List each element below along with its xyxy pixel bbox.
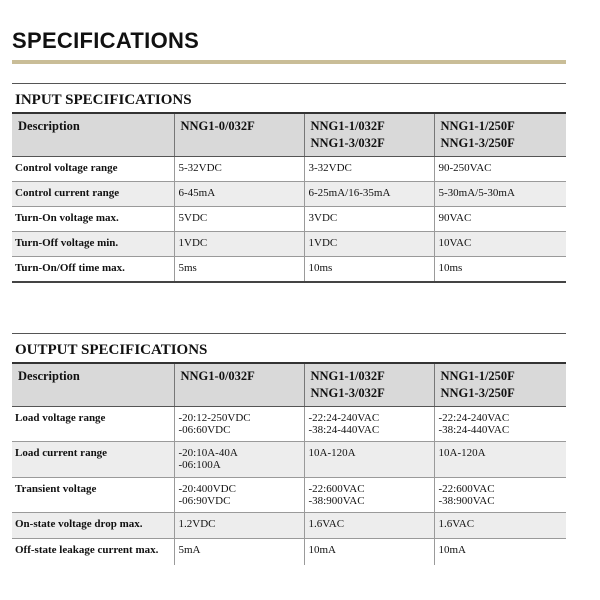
column-header: NNG1-0/032F (174, 113, 304, 157)
table-cell: 5-30mA/5-30mA (434, 182, 566, 207)
table-cell: 5-32VDC (174, 157, 304, 182)
table-cell: -22:24-240VAC -38:24-440VAC (304, 407, 434, 442)
table-cell: -22:24-240VAC -38:24-440VAC (434, 407, 566, 442)
table-cell: -20:10A-40A -06:100A (174, 442, 304, 478)
table-cell: 3VDC (304, 207, 434, 232)
column-header: NNG1-1/250F NNG1-3/250F (434, 363, 566, 407)
table-row (12, 407, 566, 442)
table-cell: 10mA (434, 539, 566, 565)
table-cell: 10A-120A (304, 442, 434, 478)
table-cell: 1.2VDC (174, 513, 304, 539)
table-row (12, 257, 566, 282)
row-label: Turn-Off voltage min. (12, 232, 174, 257)
column-header: Description (12, 363, 174, 407)
row-label: Off-state leakage current max. (15, 544, 159, 556)
table-cell: 1.6VAC (304, 513, 434, 539)
table-row (12, 207, 566, 232)
output-spec-table (12, 362, 566, 565)
table-cell: -22:600VAC -38:900VAC (304, 478, 434, 513)
output-specifications-section (12, 333, 566, 565)
table-cell: -20:12-250VDC -06:60VDC (174, 407, 304, 442)
row-label: On-state voltage drop max. (12, 513, 174, 539)
column-header: Description (12, 113, 174, 157)
table-cell: 3-32VDC (304, 157, 434, 182)
table-cell: 5mA (174, 539, 304, 565)
table-cell: 10ms (304, 257, 434, 282)
table-row (12, 513, 566, 539)
input-section-title: INPUT SPECIFICATIONS (15, 92, 192, 108)
table-row (12, 182, 566, 207)
table-cell: 90VAC (434, 207, 566, 232)
output-section-title: OUTPUT SPECIFICATIONS (15, 342, 208, 358)
table-cell: 6-45mA (174, 182, 304, 207)
table-row (12, 232, 566, 257)
row-label: Turn-On/Off time max. (12, 257, 174, 282)
page-title: SPECIFICATIONS (12, 28, 200, 53)
table-cell: 10mA (304, 539, 434, 565)
heading-divider (12, 60, 566, 64)
table-cell: 1VDC (174, 232, 304, 257)
table-row (12, 478, 566, 513)
table-cell: 5VDC (174, 207, 304, 232)
table-cell: 1.6VAC (434, 513, 566, 539)
table-row (12, 539, 566, 565)
table-cell: 10A-120A (434, 442, 566, 478)
table-cell: 6-25mA/16-35mA (304, 182, 434, 207)
table-cell: -20:400VDC -06:90VDC (174, 478, 304, 513)
row-label: Load current range (12, 442, 174, 478)
table-row (12, 442, 566, 478)
table-header-row (12, 113, 566, 157)
table-header-row (12, 363, 566, 407)
table-cell: 90-250VAC (434, 157, 566, 182)
input-spec-table (12, 112, 566, 283)
table-cell: -22:600VAC -38:900VAC (434, 478, 566, 513)
column-header: NNG1-1/032F NNG1-3/032F (304, 113, 434, 157)
table-cell: 5ms (174, 257, 304, 282)
column-header: NNG1-1/032F NNG1-3/032F (304, 363, 434, 407)
column-header: NNG1-1/250F NNG1-3/250F (434, 113, 566, 157)
table-cell: 10VAC (434, 232, 566, 257)
input-specifications-section (12, 83, 566, 283)
row-label: Control current range (12, 182, 174, 207)
column-header: NNG1-0/032F (174, 363, 304, 407)
row-label: Transient voltage (12, 478, 174, 513)
table-row (12, 157, 566, 182)
row-label: Control voltage range (12, 157, 174, 182)
table-cell: 1VDC (304, 232, 434, 257)
table-cell: 10ms (434, 257, 566, 282)
row-label: Turn-On voltage max. (12, 207, 174, 232)
row-label: Load voltage range (12, 407, 174, 442)
